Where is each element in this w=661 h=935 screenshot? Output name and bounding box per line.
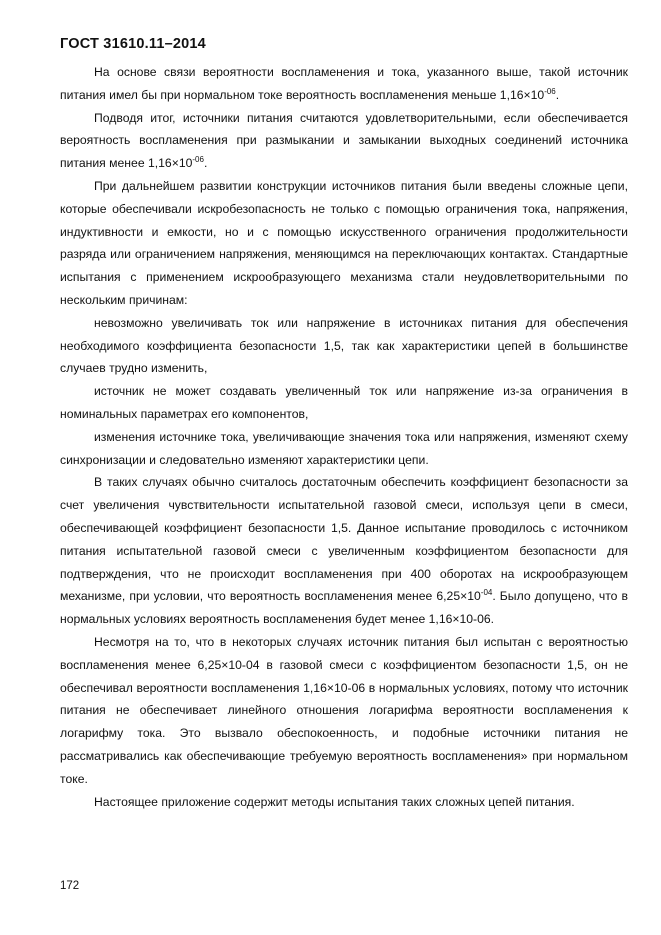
superscript-exponent: -04 [480,588,493,598]
page-number: 172 [60,880,80,892]
paragraph-text: Подводя итог, источники питания считаются удовлетворительными, если обеспечивается вероятность воспламенения при размыкании и замыкании выходных соединений источника питания менее 1,16×10 [60,110,628,171]
superscript-exponent: -06 [544,86,556,96]
list-item [60,426,628,472]
paragraph-text: Настоящее приложение содержит методы испытания таких сложных цепей питания. [94,794,575,809]
body-text [60,61,628,813]
superscript-exponent: -06 [192,155,204,165]
paragraph-text-tail: . [203,156,208,171]
paragraph [60,791,628,814]
paragraph [60,107,628,175]
list-item-text: невозможно увеличивать ток или напряжение в источниках питания для обеспечения необходимого коэффициента безопасности 1,5, так как характеристики цепей в большинстве случаев трудно изменить, [60,315,628,376]
list-item [60,380,628,426]
document-header: ГОСТ 31610.11–2014 [60,36,206,52]
paragraph [60,471,628,631]
paragraph-text: Несмотря на то, что в некоторых случаях источник питания был испытан с вероятностью воспламенения менее 6,25×10-04 в газовой смеси с коэффициентом безопасности 1,5, он не обеспечивал вероятности воспламенения 1,16×10-06 в нормальных условиях, потому что источник питания не обеспечивает линейного отношения логарифма вероятности воспламенения к логарифму тока. Это вызвало обеспокоенность, и подобные источники питания не рассматривались как обеспечивающие требуемую вероятность воспламенения» при нормальном токе. [60,634,628,786]
paragraph-text-tail: . Было допущено, что в нормальных условиях вероятность воспламенения будет менее 1,16×10-06. [60,589,628,627]
list-item [60,312,628,380]
paragraph [60,61,628,107]
list-item-text: изменения источнике тока, увеличивающие значения тока или напряжения, изменяют схему синхронизации и следовательно изменяют характеристики цепи. [60,429,628,467]
paragraph-text: В таких случаях обычно считалось достаточным обеспечить коэффициент безопасности за счет увеличения чувствительности испытательной газовой смеси, используя цепи в смеси, обеспечивающей коэффициент безопасности 1,5. Данное испытание проводилось с источником питания испытательной газовой смеси с увеличенным коэффициентом безопасности для подтверждения, что не происходит воспламенения при 400 оборотах на искрообразующем механизме, при условии, что вероятность воспламенения менее 6,25×10 [60,475,628,604]
list-item-text: источник не может создавать увеличенный ток или напряжение из-за ограничения в номинальных параметрах его компонентов, [60,384,628,421]
paragraph [60,631,628,791]
paragraph-text: На основе связи вероятности воспламенения и тока, указанного выше, такой источник питания имел бы при нормальном токе вероятность воспламенения меньше 1,16×10 [60,65,628,102]
paragraph-text: При дальнейшем развитии конструкции источников питания были введены сложные цепи, которые обеспечивали искробезопасность не только с помощью ограничения тока, напряжения, индуктивности и емкости, но и с помощью искусственного ограничения продолжительности разряда или ограничением напряжения, меняющимся на переключающих контактах. Стандартные испытания с применением искрообразующего механизма стали неудовлетворительными по нескольким причинам: [60,178,628,307]
paragraph [60,175,628,312]
paragraph-text-tail: . [555,87,560,102]
